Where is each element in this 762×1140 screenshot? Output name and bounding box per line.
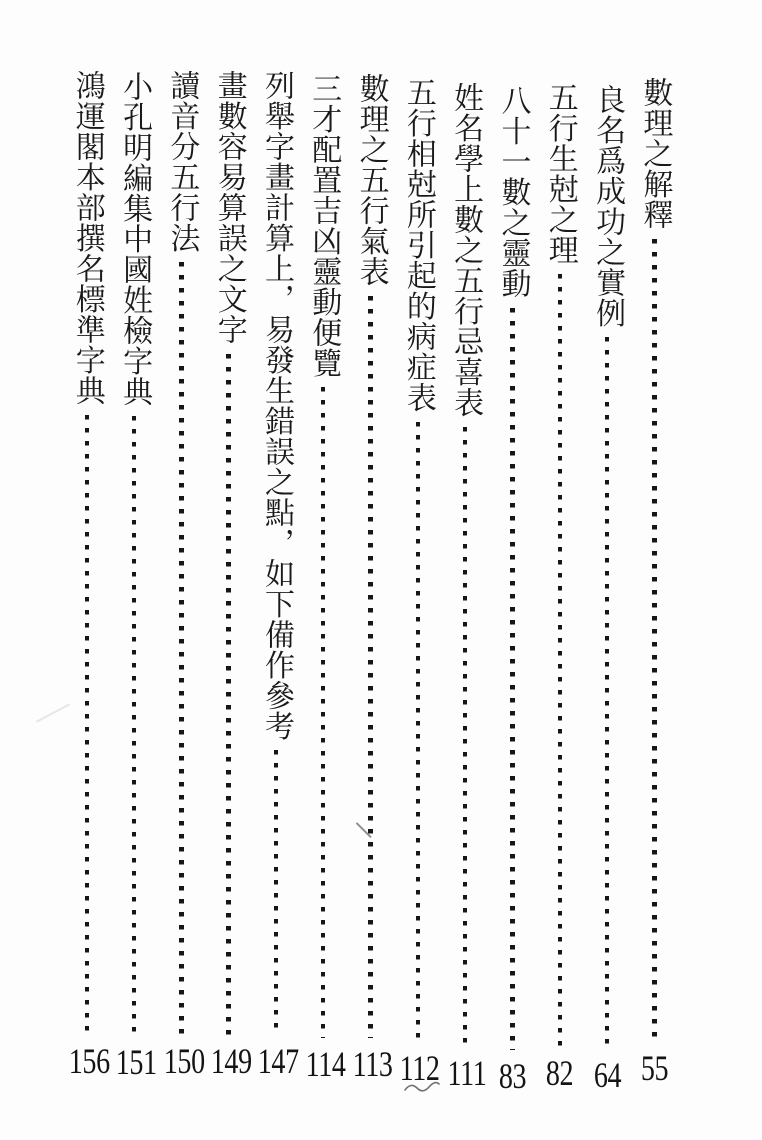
- toc-entry-page-number: 149: [210, 1041, 252, 1081]
- toc-entry: [205, 62, 252, 1082]
- dotted-leader: [63, 406, 110, 1041]
- toc-entry-title: 數理之解釋: [638, 77, 672, 230]
- toc-entry-title: 姓名學上數之五行忌喜表: [449, 82, 483, 418]
- toc-entry-title: 五行生尅之理: [543, 82, 577, 265]
- dotted-leader: [110, 407, 157, 1042]
- toc-entry-title: 鴻運閣本部撰名標準字典: [70, 70, 104, 406]
- toc-entry: [583, 62, 630, 1096]
- toc-entry: [300, 62, 347, 1085]
- toc-entry-page-number: 114: [305, 1044, 346, 1084]
- toc-entry-title: 三才配置吉凶靈動便覽: [307, 73, 341, 378]
- toc-entry-page-number: 82: [546, 1053, 574, 1093]
- toc-entry-title: 列舉字畫計算上，易發生錯誤之點，如下備作參考: [259, 70, 293, 741]
- dotted-leader: [300, 378, 347, 1043]
- toc-entry: [252, 62, 299, 1082]
- dotted-leader: [631, 230, 678, 1048]
- toc-entry: [536, 62, 583, 1094]
- toc-entry-title: 五行相尅所引起的病症表: [401, 77, 435, 413]
- dotted-leader: [394, 413, 441, 1048]
- toc-entry: [110, 62, 157, 1083]
- toc-entry: [347, 62, 394, 1085]
- toc-entry: [394, 62, 441, 1089]
- dotted-leader: [205, 345, 252, 1041]
- toc-entry-title: 數理之五行氣表: [354, 73, 388, 287]
- toc-entry: [158, 62, 205, 1082]
- dotted-leader: [489, 299, 536, 1056]
- table-of-contents: [63, 62, 678, 1096]
- toc-entry-page-number: 83: [498, 1056, 527, 1096]
- toc-entry: [63, 62, 110, 1082]
- dotted-leader: [252, 741, 299, 1040]
- toc-entry-page-number: 156: [68, 1041, 110, 1081]
- toc-entry-page-number: 151: [116, 1042, 158, 1082]
- toc-entry: [489, 62, 536, 1097]
- toc-entry-title: 良名爲成功之實例: [591, 84, 625, 328]
- toc-entry-page-number: 111: [446, 1053, 486, 1093]
- toc-entry: [442, 62, 489, 1094]
- dotted-leader: [536, 265, 583, 1052]
- toc-entry-page-number: 55: [640, 1048, 668, 1088]
- dotted-leader: [347, 287, 394, 1044]
- dotted-leader: [442, 418, 489, 1053]
- dotted-leader: [583, 328, 630, 1054]
- squiggle-annotation-icon: [402, 1078, 442, 1096]
- toc-entry-title: 小孔明編集中國姓檢字典: [118, 71, 152, 407]
- toc-entry: [631, 62, 678, 1089]
- toc-entry-page-number: 150: [163, 1041, 205, 1081]
- toc-entry-page-number: 113: [352, 1044, 393, 1084]
- dotted-leader: [158, 253, 205, 1040]
- toc-entry-title: 畫數容易算誤之文字: [212, 70, 246, 345]
- toc-entry-page-number: 147: [258, 1041, 300, 1081]
- toc-entry-title: 讀音分五行法: [165, 70, 199, 253]
- toc-entry-page-number: 64: [593, 1055, 621, 1095]
- toc-entry-title: 八十一數之靈動: [496, 85, 530, 299]
- toc-entry-page-number: 112: [399, 1048, 440, 1088]
